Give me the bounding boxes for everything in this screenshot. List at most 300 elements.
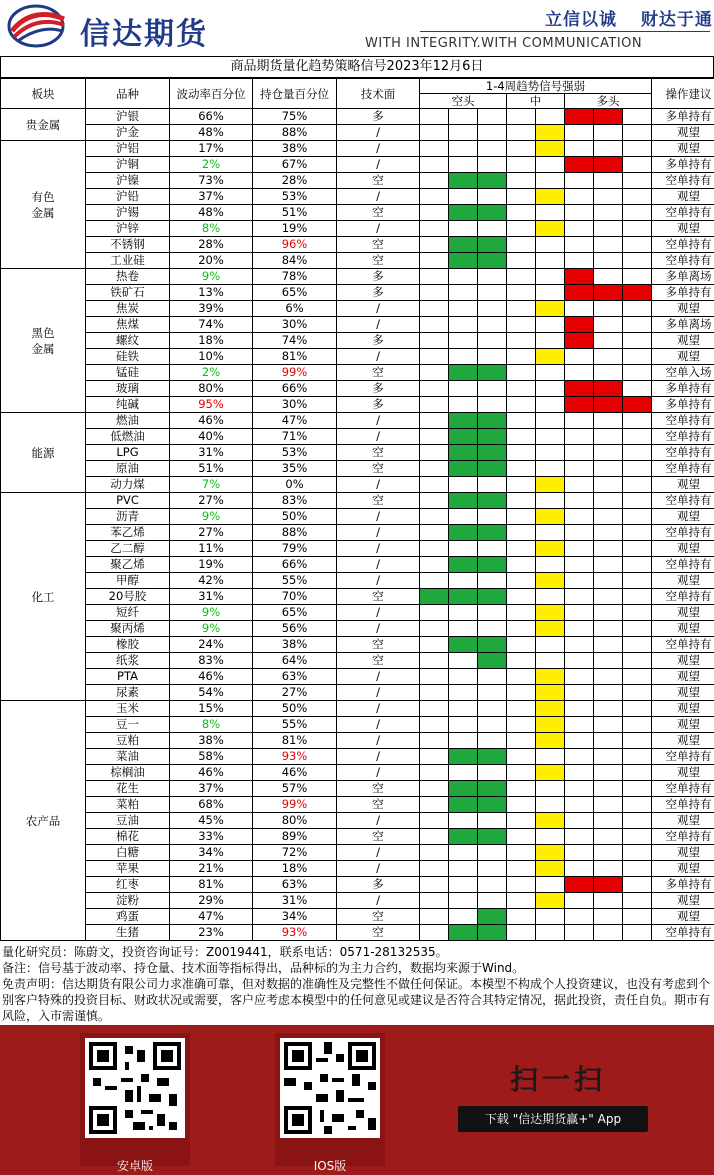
signal-cell bbox=[449, 477, 478, 493]
product-cell: 红枣 bbox=[86, 877, 170, 893]
volatility-cell: 9% bbox=[170, 621, 253, 637]
signal-cell bbox=[478, 653, 507, 669]
signal-cell bbox=[536, 717, 565, 733]
technical-cell: / bbox=[337, 717, 420, 733]
technical-cell: 空 bbox=[337, 797, 420, 813]
signal-cell bbox=[478, 269, 507, 285]
advice-cell: 观望 bbox=[652, 605, 714, 621]
signal-cell bbox=[507, 765, 536, 781]
signal-cell bbox=[420, 317, 449, 333]
signal-cell bbox=[449, 781, 478, 797]
signal-cell bbox=[594, 893, 623, 909]
signal-cell bbox=[478, 877, 507, 893]
signal-cell bbox=[478, 285, 507, 301]
signal-cell bbox=[536, 109, 565, 125]
advice-cell: 多单持有 bbox=[652, 285, 714, 301]
volatility-cell: 8% bbox=[170, 717, 253, 733]
signal-cell bbox=[594, 493, 623, 509]
signal-cell bbox=[449, 685, 478, 701]
signal-cell bbox=[420, 605, 449, 621]
signal-cell bbox=[594, 733, 623, 749]
technical-cell: / bbox=[337, 749, 420, 765]
signal-cell bbox=[536, 877, 565, 893]
signal-cell bbox=[565, 413, 594, 429]
open-interest-cell: 66% bbox=[253, 557, 337, 573]
signal-cell bbox=[449, 909, 478, 925]
technical-cell: / bbox=[337, 301, 420, 317]
signal-cell bbox=[420, 333, 449, 349]
signal-cell bbox=[594, 477, 623, 493]
signal-cell bbox=[623, 829, 652, 845]
slogan-left: 立信以诚 bbox=[545, 10, 617, 30]
open-interest-cell: 55% bbox=[253, 573, 337, 589]
signal-cell bbox=[507, 413, 536, 429]
signal-cell bbox=[449, 109, 478, 125]
signal-cell bbox=[565, 909, 594, 925]
signal-cell bbox=[623, 189, 652, 205]
signal-cell bbox=[507, 157, 536, 173]
sector-cell: 化工 bbox=[1, 493, 86, 701]
signal-cell bbox=[420, 157, 449, 173]
technical-cell: / bbox=[337, 893, 420, 909]
technical-cell: / bbox=[337, 765, 420, 781]
signal-cell bbox=[565, 621, 594, 637]
page-header bbox=[0, 0, 714, 56]
volatility-cell: 17% bbox=[170, 141, 253, 157]
table-row bbox=[1, 461, 714, 477]
table-row bbox=[1, 317, 714, 333]
signal-cell bbox=[478, 317, 507, 333]
technical-cell: 空 bbox=[337, 365, 420, 381]
technical-cell: / bbox=[337, 621, 420, 637]
signal-cell bbox=[594, 413, 623, 429]
technical-cell: 多 bbox=[337, 333, 420, 349]
open-interest-cell: 65% bbox=[253, 605, 337, 621]
open-interest-cell: 83% bbox=[253, 493, 337, 509]
signal-cell bbox=[507, 301, 536, 317]
signal-cell bbox=[478, 301, 507, 317]
open-interest-cell: 74% bbox=[253, 333, 337, 349]
table-row bbox=[1, 877, 714, 893]
table-row bbox=[1, 573, 714, 589]
volatility-cell: 68% bbox=[170, 797, 253, 813]
table-row bbox=[1, 269, 714, 285]
technical-cell: 空 bbox=[337, 589, 420, 605]
open-interest-cell: 30% bbox=[253, 317, 337, 333]
slogan-right: 财达于通 bbox=[640, 10, 713, 30]
signal-cell bbox=[536, 829, 565, 845]
signal-cell bbox=[478, 349, 507, 365]
open-interest-cell: 31% bbox=[253, 893, 337, 909]
signal-cell bbox=[565, 765, 594, 781]
volatility-cell: 34% bbox=[170, 845, 253, 861]
ios-qr-code-icon[interactable] bbox=[280, 1038, 380, 1138]
signal-cell bbox=[420, 253, 449, 269]
signal-cell bbox=[478, 765, 507, 781]
signal-cell bbox=[536, 573, 565, 589]
signal-cell bbox=[594, 301, 623, 317]
product-cell: 聚丙烯 bbox=[86, 621, 170, 637]
signal-cell bbox=[507, 269, 536, 285]
open-interest-cell: 84% bbox=[253, 253, 337, 269]
signal-cell bbox=[594, 237, 623, 253]
signal-cell bbox=[594, 461, 623, 477]
signal-cell bbox=[449, 125, 478, 141]
table-row bbox=[1, 733, 714, 749]
signal-cell bbox=[507, 717, 536, 733]
table-row bbox=[1, 429, 714, 445]
signal-cell bbox=[478, 781, 507, 797]
signal-cell bbox=[420, 621, 449, 637]
signal-cell bbox=[420, 509, 449, 525]
signal-cell bbox=[449, 845, 478, 861]
signal-cell bbox=[420, 381, 449, 397]
volatility-cell: 33% bbox=[170, 829, 253, 845]
signal-cell bbox=[536, 893, 565, 909]
volatility-cell: 73% bbox=[170, 173, 253, 189]
signal-cell bbox=[623, 589, 652, 605]
product-cell: 焦炭 bbox=[86, 301, 170, 317]
signal-cell bbox=[478, 333, 507, 349]
signal-cell bbox=[594, 781, 623, 797]
open-interest-cell: 35% bbox=[253, 461, 337, 477]
signal-cell bbox=[565, 829, 594, 845]
signal-cell bbox=[623, 525, 652, 541]
signal-cell bbox=[507, 573, 536, 589]
signal-cell bbox=[507, 685, 536, 701]
signal-cell bbox=[565, 589, 594, 605]
signal-cell bbox=[420, 877, 449, 893]
signal-cell bbox=[420, 669, 449, 685]
volatility-cell: 13% bbox=[170, 285, 253, 301]
table-row bbox=[1, 205, 714, 221]
signal-cell bbox=[565, 733, 594, 749]
signal-cell bbox=[565, 477, 594, 493]
technical-cell: 空 bbox=[337, 493, 420, 509]
signal-cell bbox=[594, 173, 623, 189]
advice-cell: 观望 bbox=[652, 189, 714, 205]
table-row bbox=[1, 173, 714, 189]
signal-cell bbox=[536, 301, 565, 317]
signal-cell bbox=[623, 365, 652, 381]
signal-cell bbox=[507, 733, 536, 749]
signal-cell bbox=[565, 125, 594, 141]
technical-cell: 空 bbox=[337, 253, 420, 269]
signal-cell bbox=[536, 781, 565, 797]
signal-cell bbox=[536, 525, 565, 541]
signal-cell bbox=[565, 173, 594, 189]
table-row bbox=[1, 125, 714, 141]
signal-cell bbox=[565, 717, 594, 733]
open-interest-cell: 18% bbox=[253, 861, 337, 877]
signal-cell bbox=[623, 685, 652, 701]
signal-cell bbox=[623, 701, 652, 717]
open-interest-cell: 63% bbox=[253, 669, 337, 685]
product-cell: 淀粉 bbox=[86, 893, 170, 909]
signal-cell bbox=[420, 429, 449, 445]
open-interest-cell: 57% bbox=[253, 781, 337, 797]
signal-cell bbox=[449, 237, 478, 253]
signal-cell bbox=[449, 701, 478, 717]
open-interest-cell: 53% bbox=[253, 189, 337, 205]
product-cell: 铁矿石 bbox=[86, 285, 170, 301]
signal-cell bbox=[536, 333, 565, 349]
signal-cell bbox=[565, 749, 594, 765]
signal-cell bbox=[536, 541, 565, 557]
open-interest-cell: 75% bbox=[253, 109, 337, 125]
product-cell: 纯碱 bbox=[86, 397, 170, 413]
volatility-cell: 40% bbox=[170, 429, 253, 445]
signal-cell bbox=[623, 493, 652, 509]
advice-cell: 观望 bbox=[652, 349, 714, 365]
table-row bbox=[1, 189, 714, 205]
table-row bbox=[1, 653, 714, 669]
signal-cell bbox=[507, 669, 536, 685]
signal-cell bbox=[623, 557, 652, 573]
signal-cell bbox=[449, 173, 478, 189]
signal-cell bbox=[536, 637, 565, 653]
product-cell: 纸浆 bbox=[86, 653, 170, 669]
volatility-cell: 51% bbox=[170, 461, 253, 477]
signal-cell bbox=[594, 525, 623, 541]
company-logo-icon bbox=[6, 3, 68, 49]
signal-cell bbox=[420, 573, 449, 589]
technical-cell: / bbox=[337, 813, 420, 829]
open-interest-cell: 28% bbox=[253, 173, 337, 189]
signal-cell bbox=[478, 493, 507, 509]
advice-cell: 空单持有 bbox=[652, 797, 714, 813]
table-row bbox=[1, 845, 714, 861]
table-row bbox=[1, 525, 714, 541]
technical-cell: 空 bbox=[337, 237, 420, 253]
signal-cell bbox=[420, 189, 449, 205]
signal-cell bbox=[536, 493, 565, 509]
volatility-cell: 80% bbox=[170, 381, 253, 397]
product-cell: 苯乙烯 bbox=[86, 525, 170, 541]
signal-cell bbox=[449, 269, 478, 285]
advice-cell: 观望 bbox=[652, 861, 714, 877]
signal-cell bbox=[507, 813, 536, 829]
volatility-cell: 47% bbox=[170, 909, 253, 925]
advice-cell: 观望 bbox=[652, 813, 714, 829]
technical-cell: / bbox=[337, 557, 420, 573]
sector-cell: 能源 bbox=[1, 413, 86, 493]
volatility-cell: 27% bbox=[170, 493, 253, 509]
signal-cell bbox=[449, 877, 478, 893]
signal-cell bbox=[623, 333, 652, 349]
signal-cell bbox=[449, 621, 478, 637]
open-interest-cell: 65% bbox=[253, 285, 337, 301]
signal-cell bbox=[478, 845, 507, 861]
volatility-cell: 66% bbox=[170, 109, 253, 125]
signal-cell bbox=[623, 317, 652, 333]
signal-cell bbox=[565, 253, 594, 269]
signal-cell bbox=[536, 477, 565, 493]
volatility-cell: 19% bbox=[170, 557, 253, 573]
advice-cell: 观望 bbox=[652, 685, 714, 701]
signal-cell bbox=[536, 701, 565, 717]
signal-cell bbox=[623, 125, 652, 141]
product-cell: 燃油 bbox=[86, 413, 170, 429]
signal-cell bbox=[565, 221, 594, 237]
android-qr-code-icon[interactable] bbox=[85, 1038, 185, 1138]
signal-cell bbox=[478, 813, 507, 829]
signal-table bbox=[0, 78, 714, 941]
volatility-cell: 24% bbox=[170, 637, 253, 653]
advice-cell: 空单持有 bbox=[652, 461, 714, 477]
signal-cell bbox=[478, 525, 507, 541]
tagline: WITH INTEGRITY.WITH COMMUNICATION bbox=[365, 36, 643, 51]
signal-cell bbox=[420, 701, 449, 717]
open-interest-cell: 99% bbox=[253, 797, 337, 813]
advice-cell: 空单持有 bbox=[652, 493, 714, 509]
signal-cell bbox=[565, 797, 594, 813]
advice-cell: 空单持有 bbox=[652, 749, 714, 765]
product-cell: 豆油 bbox=[86, 813, 170, 829]
signal-cell bbox=[449, 141, 478, 157]
signal-cell bbox=[507, 109, 536, 125]
signal-cell bbox=[594, 189, 623, 205]
signal-cell bbox=[536, 797, 565, 813]
signal-cell bbox=[507, 429, 536, 445]
signal-cell bbox=[594, 637, 623, 653]
signal-cell bbox=[449, 589, 478, 605]
volatility-cell: 58% bbox=[170, 749, 253, 765]
signal-cell bbox=[623, 653, 652, 669]
report-title: 商品期货量化趋势策略信号2023年12月6日 bbox=[0, 56, 714, 78]
product-cell: 焦煤 bbox=[86, 317, 170, 333]
signal-cell bbox=[536, 141, 565, 157]
signal-cell bbox=[623, 157, 652, 173]
signal-cell bbox=[536, 269, 565, 285]
product-cell: 乙二醇 bbox=[86, 541, 170, 557]
technical-cell: 多 bbox=[337, 381, 420, 397]
signal-cell bbox=[594, 845, 623, 861]
signal-cell bbox=[478, 749, 507, 765]
signal-cell bbox=[449, 493, 478, 509]
header-advice: 操作建议 bbox=[652, 79, 714, 109]
technical-cell: / bbox=[337, 477, 420, 493]
table-row bbox=[1, 781, 714, 797]
table-row bbox=[1, 301, 714, 317]
signal-cell bbox=[623, 221, 652, 237]
signal-cell bbox=[623, 861, 652, 877]
download-app-button[interactable]: 下载 "信达期货赢+" App bbox=[458, 1106, 648, 1132]
signal-cell bbox=[507, 637, 536, 653]
open-interest-cell: 67% bbox=[253, 157, 337, 173]
table-row bbox=[1, 605, 714, 621]
signal-cell bbox=[507, 557, 536, 573]
signal-cell bbox=[536, 733, 565, 749]
signal-cell bbox=[507, 525, 536, 541]
signal-cell bbox=[449, 573, 478, 589]
volatility-cell: 48% bbox=[170, 125, 253, 141]
signal-cell bbox=[623, 925, 652, 941]
open-interest-cell: 51% bbox=[253, 205, 337, 221]
signal-cell bbox=[594, 381, 623, 397]
signal-cell bbox=[420, 109, 449, 125]
signal-cell bbox=[478, 701, 507, 717]
signal-cell bbox=[478, 541, 507, 557]
open-interest-cell: 55% bbox=[253, 717, 337, 733]
technical-cell: 多 bbox=[337, 877, 420, 893]
table-row bbox=[1, 141, 714, 157]
signal-cell bbox=[420, 413, 449, 429]
advice-cell: 空单持有 bbox=[652, 237, 714, 253]
advice-cell: 观望 bbox=[652, 717, 714, 733]
signal-cell bbox=[623, 397, 652, 413]
signal-cell bbox=[420, 301, 449, 317]
open-interest-cell: 81% bbox=[253, 733, 337, 749]
product-cell: PVC bbox=[86, 493, 170, 509]
product-cell: 沪镍 bbox=[86, 173, 170, 189]
product-cell: 豆一 bbox=[86, 717, 170, 733]
signal-cell bbox=[478, 189, 507, 205]
signal-cell bbox=[507, 925, 536, 941]
signal-cell bbox=[507, 589, 536, 605]
signal-cell bbox=[449, 653, 478, 669]
signal-cell bbox=[449, 221, 478, 237]
signal-cell bbox=[565, 157, 594, 173]
product-cell: 工业硅 bbox=[86, 253, 170, 269]
signal-cell bbox=[594, 141, 623, 157]
signal-cell bbox=[449, 253, 478, 269]
signal-cell bbox=[623, 877, 652, 893]
signal-cell bbox=[623, 269, 652, 285]
signal-cell bbox=[507, 861, 536, 877]
header-technical: 技术面 bbox=[337, 79, 420, 109]
signal-cell bbox=[507, 781, 536, 797]
advice-cell: 多单持有 bbox=[652, 381, 714, 397]
signal-cell bbox=[420, 525, 449, 541]
advice-cell: 观望 bbox=[652, 669, 714, 685]
signal-cell bbox=[478, 733, 507, 749]
signal-cell bbox=[623, 445, 652, 461]
signal-cell bbox=[536, 157, 565, 173]
signal-cell bbox=[594, 125, 623, 141]
signal-cell bbox=[594, 429, 623, 445]
signal-cell bbox=[449, 205, 478, 221]
product-cell: 棉花 bbox=[86, 829, 170, 845]
signal-cell bbox=[507, 237, 536, 253]
signal-cell bbox=[478, 221, 507, 237]
signal-cell bbox=[420, 269, 449, 285]
technical-cell: / bbox=[337, 525, 420, 541]
open-interest-cell: 71% bbox=[253, 429, 337, 445]
signal-cell bbox=[623, 813, 652, 829]
signal-cell bbox=[536, 461, 565, 477]
signal-cell bbox=[594, 109, 623, 125]
advice-cell: 多单持有 bbox=[652, 109, 714, 125]
signal-cell bbox=[420, 765, 449, 781]
signal-cell bbox=[420, 173, 449, 189]
sector-cell: 农产品 bbox=[1, 701, 86, 941]
signal-cell bbox=[478, 365, 507, 381]
signal-cell bbox=[565, 605, 594, 621]
signal-cell bbox=[565, 861, 594, 877]
header-sector: 板块 bbox=[1, 79, 86, 109]
volatility-cell: 37% bbox=[170, 189, 253, 205]
advice-cell: 观望 bbox=[652, 653, 714, 669]
signal-cell bbox=[478, 685, 507, 701]
slogan bbox=[545, 5, 713, 30]
open-interest-cell: 56% bbox=[253, 621, 337, 637]
header-short: 空头 bbox=[420, 94, 507, 109]
signal-cell bbox=[449, 301, 478, 317]
signal-cell bbox=[449, 381, 478, 397]
signal-cell bbox=[507, 541, 536, 557]
signal-cell bbox=[449, 717, 478, 733]
